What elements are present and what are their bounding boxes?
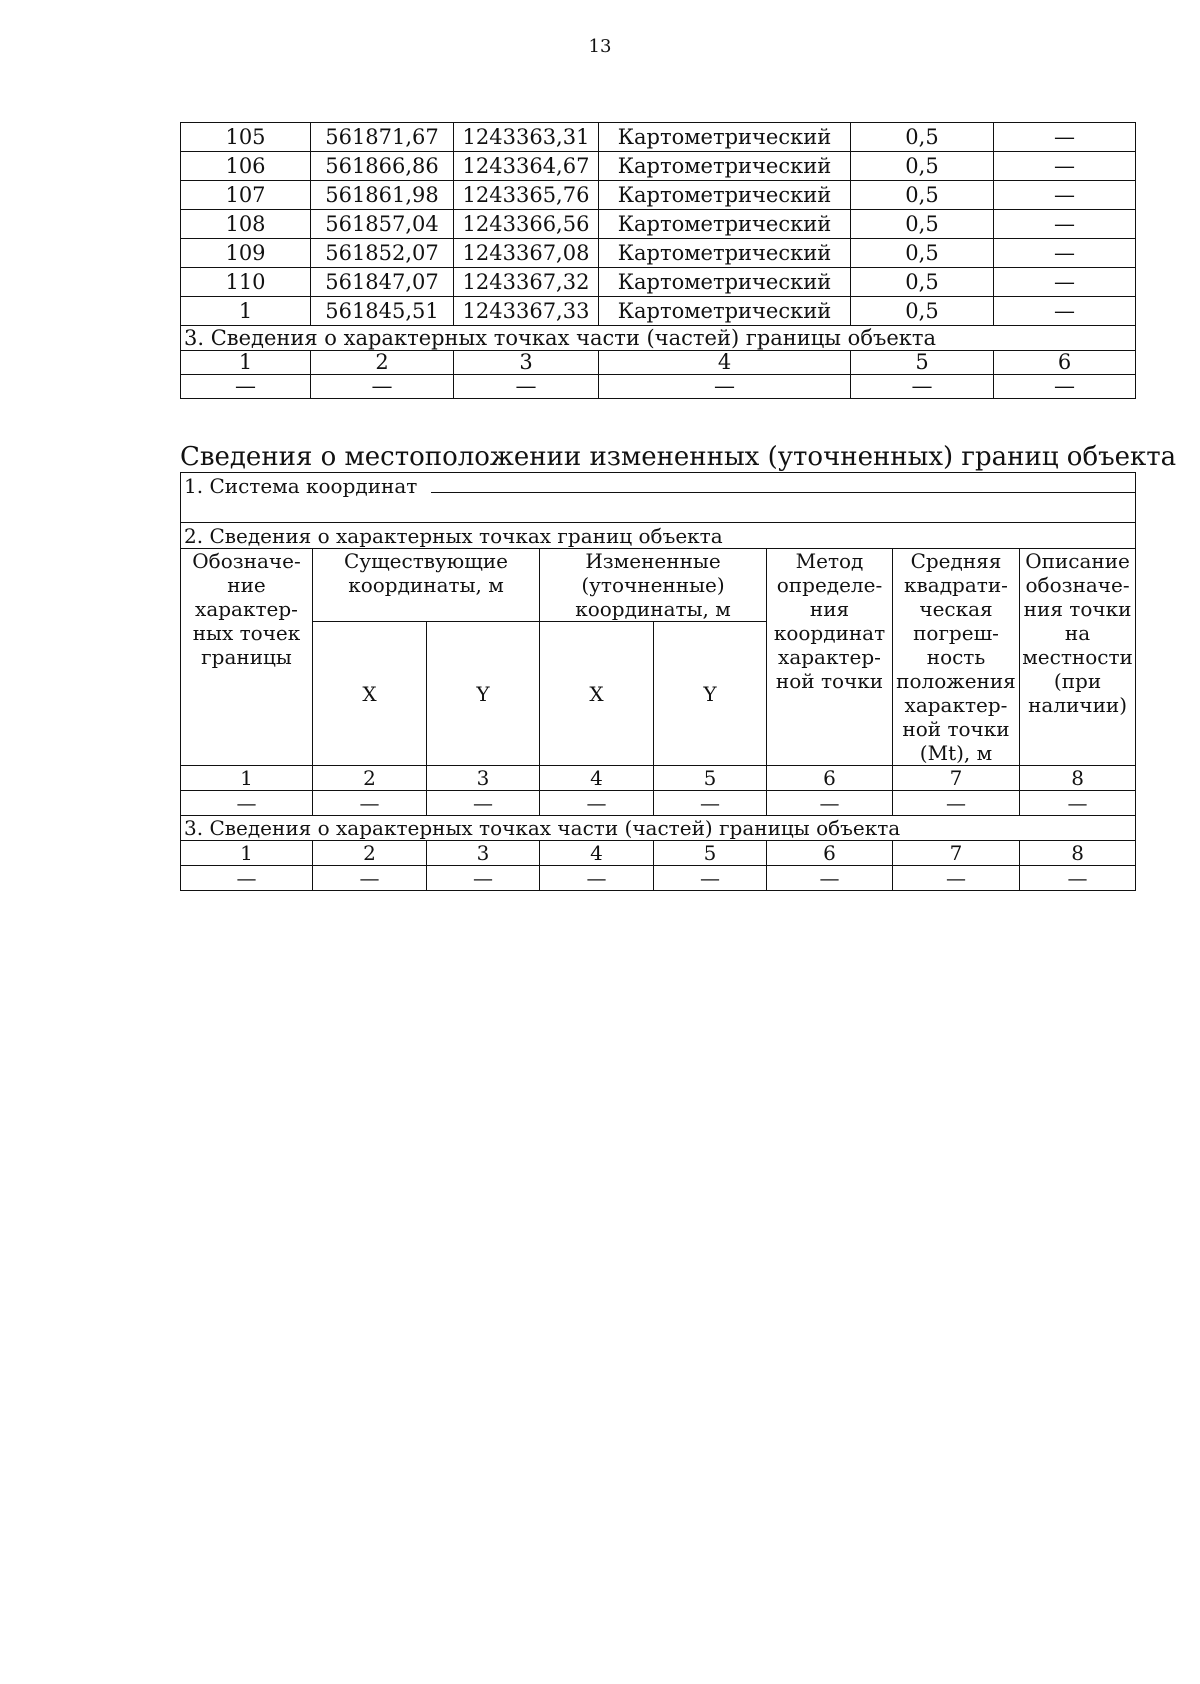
col-number: 2 bbox=[313, 766, 427, 791]
point-number-cell: 108 bbox=[181, 210, 311, 239]
x-coordinate-cell: 561871,67 bbox=[311, 123, 454, 152]
y-coordinate-cell: 1243367,32 bbox=[454, 268, 599, 297]
dash-cell: — bbox=[851, 375, 994, 399]
col-number: 8 bbox=[1020, 766, 1136, 791]
col-number: 1 bbox=[181, 766, 313, 791]
y-coordinate-cell: 1243364,67 bbox=[454, 152, 599, 181]
point-number-cell: 110 bbox=[181, 268, 311, 297]
y-coordinate-cell: 1243366,56 bbox=[454, 210, 599, 239]
table-row bbox=[181, 239, 1136, 268]
col-number: 1 bbox=[181, 351, 311, 375]
header-changed-y: Y bbox=[654, 622, 767, 766]
col-number: 5 bbox=[654, 766, 767, 791]
accuracy-cell: 0,5 bbox=[851, 239, 994, 268]
section3-numbers-row bbox=[181, 351, 1136, 375]
header-method: Метод определе-ния координат характер-ной точки bbox=[767, 549, 893, 766]
dash-cell: — bbox=[767, 866, 893, 891]
point-number-cell: 109 bbox=[181, 239, 311, 268]
accuracy-cell: 0,5 bbox=[851, 210, 994, 239]
dash-cell: — bbox=[654, 791, 767, 816]
dash-cell: — bbox=[313, 866, 427, 891]
point-number-cell: 106 bbox=[181, 152, 311, 181]
accuracy-cell: 0,5 bbox=[851, 297, 994, 326]
dash-cell: — bbox=[654, 866, 767, 891]
dash-cell: — bbox=[994, 375, 1136, 399]
description-cell: — bbox=[994, 268, 1136, 297]
header-accuracy: Средняя квадрати-ческая погреш-ность положения характер-ной точки (Mt), м bbox=[893, 549, 1020, 766]
dash-cell: — bbox=[181, 375, 311, 399]
page-number: 13 bbox=[588, 36, 612, 57]
dash-cell: — bbox=[427, 866, 540, 891]
point-number-cell: 105 bbox=[181, 123, 311, 152]
col-number: 3 bbox=[454, 351, 599, 375]
x-coordinate-cell: 561852,07 bbox=[311, 239, 454, 268]
x-coordinate-cell: 561847,07 bbox=[311, 268, 454, 297]
table-row bbox=[181, 181, 1136, 210]
col-number: 5 bbox=[851, 351, 994, 375]
header-existing-y: Y bbox=[427, 622, 540, 766]
col-number: 5 bbox=[654, 841, 767, 866]
table-row bbox=[181, 210, 1136, 239]
dash-cell: — bbox=[893, 791, 1020, 816]
header-description: Описание обозначе-ния точки на местности (при наличии) bbox=[1020, 549, 1136, 766]
dash-cell: — bbox=[313, 791, 427, 816]
col-number: 7 bbox=[893, 766, 1020, 791]
header-existing-x: X bbox=[313, 622, 427, 766]
dash-cell: — bbox=[181, 791, 313, 816]
method-cell: Картометрический bbox=[599, 239, 851, 268]
table-row bbox=[181, 152, 1136, 181]
dashes-row bbox=[181, 791, 1136, 816]
boundary-points-table bbox=[180, 122, 1136, 399]
dash-cell: — bbox=[181, 866, 313, 891]
dash-cell: — bbox=[1020, 791, 1136, 816]
col-number: 2 bbox=[311, 351, 454, 375]
col-number: 7 bbox=[893, 841, 1020, 866]
description-cell: — bbox=[994, 123, 1136, 152]
dash-cell: — bbox=[767, 791, 893, 816]
y-coordinate-cell: 1243367,33 bbox=[454, 297, 599, 326]
dash-cell: — bbox=[427, 791, 540, 816]
dash-cell: — bbox=[540, 791, 654, 816]
changed-boundaries-table bbox=[180, 472, 1136, 891]
col-number: 3 bbox=[427, 841, 540, 866]
method-cell: Картометрический bbox=[599, 123, 851, 152]
col-number: 8 bbox=[1020, 841, 1136, 866]
method-cell: Картометрический bbox=[599, 297, 851, 326]
coord-system-blank-row bbox=[181, 499, 1136, 523]
col-number: 4 bbox=[540, 766, 654, 791]
section2-title: 2. Сведения о характерных точках границ объекта bbox=[181, 523, 1136, 549]
accuracy-cell: 0,5 bbox=[851, 268, 994, 297]
header-changed-coords: Измененные (уточненные) координаты, м bbox=[540, 549, 767, 622]
header-existing-coords: Существующие координаты, м bbox=[313, 549, 540, 622]
x-coordinate-cell: 561857,04 bbox=[311, 210, 454, 239]
x-coordinate-cell: 561861,98 bbox=[311, 181, 454, 210]
header-point-designation: Обозначе-ние характер-ных точек границы bbox=[181, 549, 313, 766]
coord-system-blank-line bbox=[431, 478, 1135, 493]
dash-cell: — bbox=[540, 866, 654, 891]
y-coordinate-cell: 1243363,31 bbox=[454, 123, 599, 152]
col-number: 1 bbox=[181, 841, 313, 866]
section3-numbers-row bbox=[181, 841, 1136, 866]
section3-dashes-row bbox=[181, 866, 1136, 891]
method-cell: Картометрический bbox=[599, 181, 851, 210]
col-number: 6 bbox=[767, 766, 893, 791]
changed-boundaries-title: Сведения о местоположении измененных (уточненных) границ объекта bbox=[180, 442, 1177, 472]
dash-cell: — bbox=[599, 375, 851, 399]
col-number: 6 bbox=[767, 841, 893, 866]
method-cell: Картометрический bbox=[599, 152, 851, 181]
column-numbers-row bbox=[181, 766, 1136, 791]
section3-title: 3. Сведения о характерных точках части (частей) границы объекта bbox=[181, 816, 1136, 841]
col-number: 4 bbox=[599, 351, 851, 375]
x-coordinate-cell: 561866,86 bbox=[311, 152, 454, 181]
table-row bbox=[181, 123, 1136, 152]
description-cell: — bbox=[994, 210, 1136, 239]
coord-system-label: 1. Система координат bbox=[184, 473, 418, 498]
description-cell: — bbox=[994, 239, 1136, 268]
dash-cell: — bbox=[454, 375, 599, 399]
table-row bbox=[181, 268, 1136, 297]
dash-cell: — bbox=[311, 375, 454, 399]
header-changed-x: X bbox=[540, 622, 654, 766]
section3-dashes-row bbox=[181, 375, 1136, 399]
x-coordinate-cell: 561845,51 bbox=[311, 297, 454, 326]
dash-cell: — bbox=[1020, 866, 1136, 891]
description-cell: — bbox=[994, 181, 1136, 210]
y-coordinate-cell: 1243367,08 bbox=[454, 239, 599, 268]
accuracy-cell: 0,5 bbox=[851, 181, 994, 210]
point-number-cell: 1 bbox=[181, 297, 311, 326]
section3-part-points bbox=[181, 326, 1136, 399]
description-cell: — bbox=[994, 152, 1136, 181]
col-number: 4 bbox=[540, 841, 654, 866]
method-cell: Картометрический bbox=[599, 268, 851, 297]
table-row bbox=[181, 297, 1136, 326]
accuracy-cell: 0,5 bbox=[851, 123, 994, 152]
col-number: 6 bbox=[994, 351, 1136, 375]
accuracy-cell: 0,5 bbox=[851, 152, 994, 181]
col-number: 2 bbox=[313, 841, 427, 866]
coord-system-row bbox=[181, 473, 1136, 499]
y-coordinate-cell: 1243365,76 bbox=[454, 181, 599, 210]
dash-cell: — bbox=[893, 866, 1020, 891]
section3-title: 3. Сведения о характерных точках части (частей) границы объекта bbox=[181, 326, 1136, 351]
method-cell: Картометрический bbox=[599, 210, 851, 239]
description-cell: — bbox=[994, 297, 1136, 326]
boundary-points-body bbox=[181, 123, 1136, 326]
point-number-cell: 107 bbox=[181, 181, 311, 210]
col-number: 3 bbox=[427, 766, 540, 791]
